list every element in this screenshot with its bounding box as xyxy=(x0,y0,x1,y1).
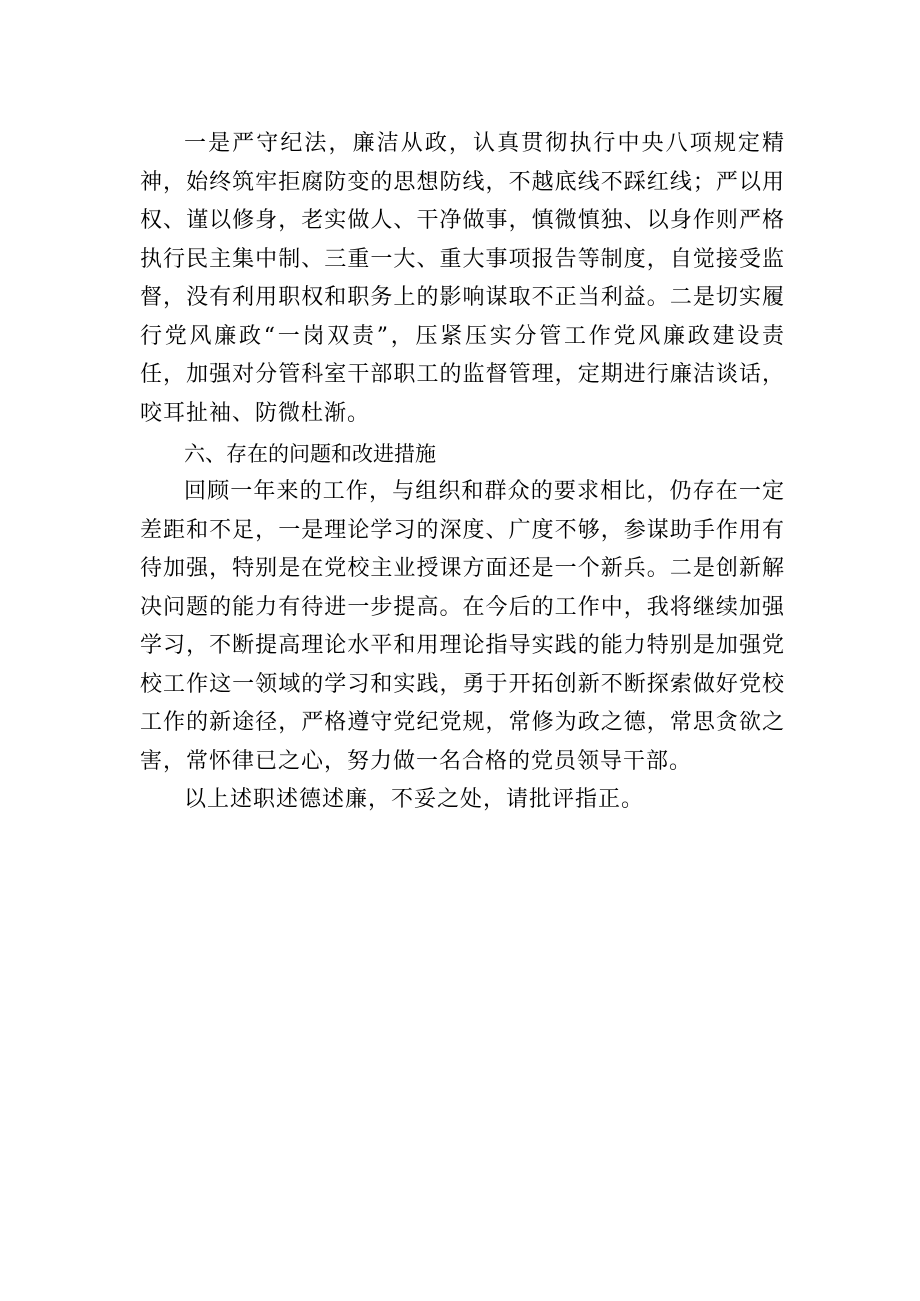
section-heading: 六、存在的问题和改进措施 xyxy=(184,442,436,466)
document-page xyxy=(140,125,785,820)
paragraph-closing: 以上述职述德述廉，不妥之处，请批评指正。 xyxy=(184,787,645,812)
paragraph-integrity: 一是严守纪法，廉洁从政，认真贯彻执行中央八项规定精神，始终筑牢拒腐防变的思想防线，不越底线不踩红线；严以用权、谨以修身，老实做人、干净做事，慎微慎独、以身作则严格执行民主集中制、三重一大、重大事项报告等制度，自觉接受监督，没有利用职权和职务上的影响谋取不正当利益。二是切实履行党风廉政“一岗双责”，压紧压实分管工作党风廉政建设责任，加强对分管科室干部职工的监督管理，定期进行廉洁谈话，咬耳扯袖、防微杜渐。 xyxy=(140,131,785,426)
paragraph-problems: 回顾一年来的工作，与组织和群众的要求相比，仍存在一定差距和不足，一是理论学习的深度、广度不够，参谋助手作用有待加强，特别是在党校主业授课方面还是一个新兵。二是创新解决问题的能力有待进一步提高。在今后的工作中，我将继续加强学习，不断提高理论水平和用理论指导实践的能力特别是加强党校工作这一领域的学习和实践，勇于开拓创新不断探索做好党校工作的新途径，严格遵守党纪党规，常修为政之德，常思贪欲之害，常怀律已之心，努力做一名合格的党员领导干部。 xyxy=(140,479,785,774)
